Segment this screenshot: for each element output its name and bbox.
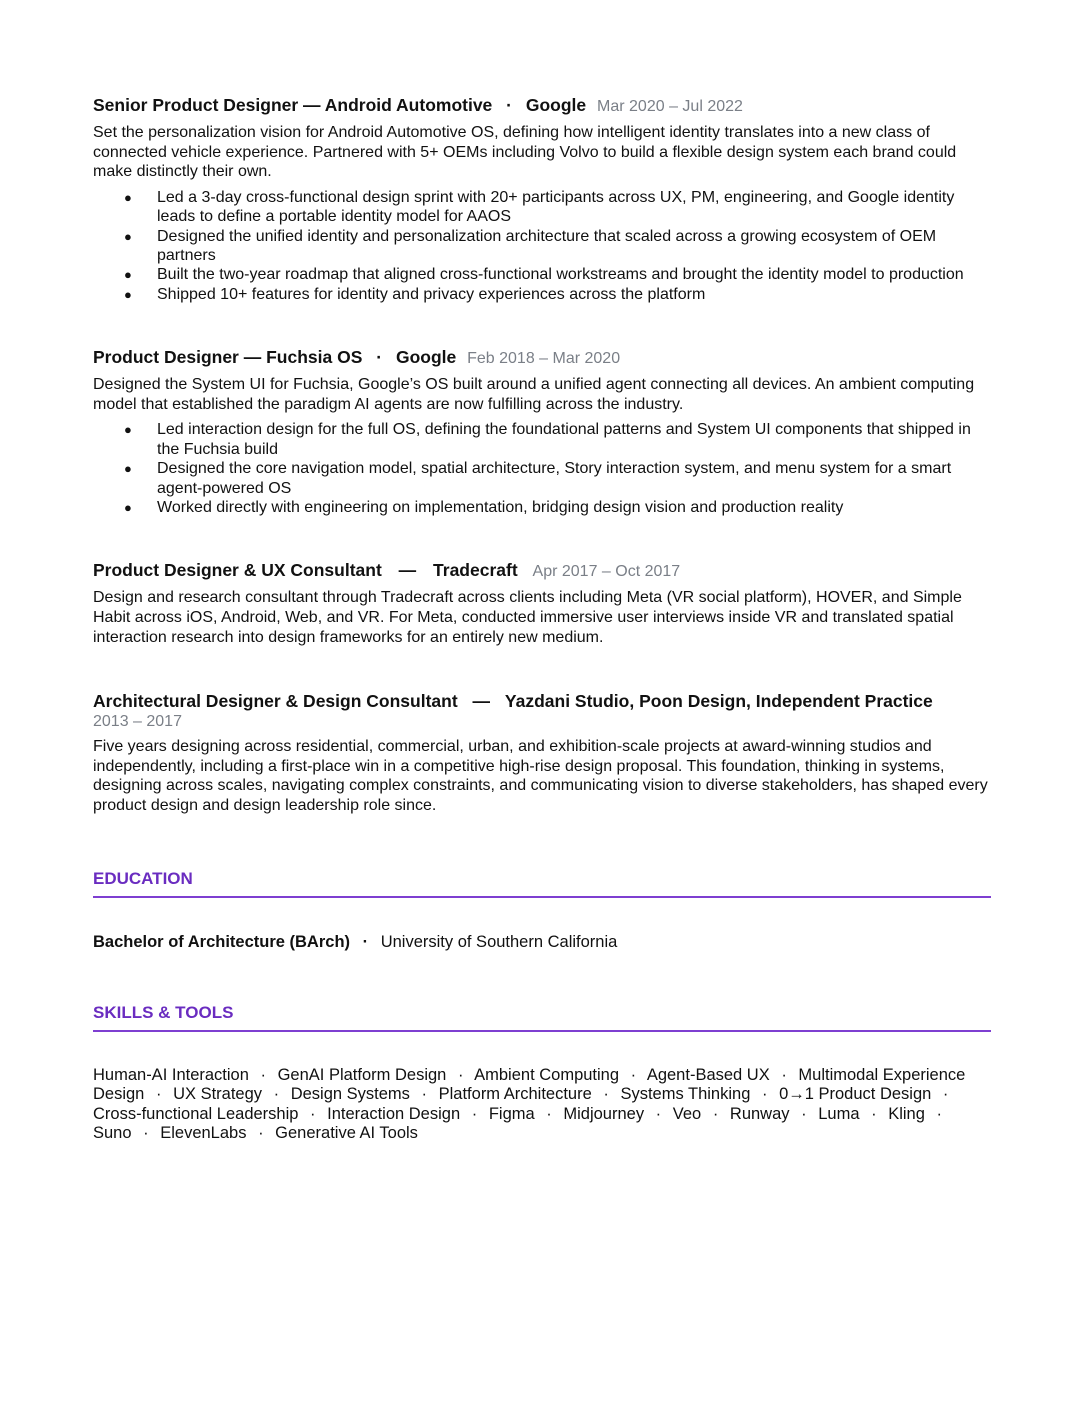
- job-bullet: ● Designed the core navigation model, spatial architecture, Story interaction system, and menu system for a smart agent-powered OS: [124, 460, 952, 497]
- job-company: Tradecraft: [433, 560, 518, 581]
- skill-item: UX Strategy: [173, 1085, 263, 1104]
- skill-item: Generative AI Tools: [275, 1124, 418, 1143]
- skill-item: Figma: [488, 1104, 535, 1123]
- job-entry-architecture: [93, 690, 991, 815]
- bullet-icon: ●: [124, 267, 132, 283]
- job-bullet-list: [93, 420, 991, 517]
- skill-separator: ·: [310, 1104, 316, 1123]
- job-separator: ·: [506, 95, 512, 115]
- skill-item: Systems Thinking: [620, 1085, 751, 1104]
- skill-separator: ·: [143, 1124, 149, 1143]
- job-company: Google: [395, 347, 457, 368]
- education-separator: ·: [362, 932, 369, 951]
- job-bullet: ● Led interaction design for the full OS, defining the foundational patterns and System UI components that shipped in the Fuchsia build: [124, 421, 971, 458]
- skill-item: Kling: [888, 1104, 925, 1123]
- job-separator: —: [398, 560, 417, 581]
- bullet-icon: ●: [124, 189, 132, 205]
- job-company: Google: [525, 95, 587, 115]
- skill-separator: ·: [273, 1085, 280, 1104]
- education-school: University of Southern California: [380, 932, 618, 951]
- skill-separator: ·: [871, 1104, 877, 1123]
- skill-item: Runway: [729, 1104, 790, 1123]
- skill-separator: ·: [761, 1085, 768, 1104]
- education-entry: [93, 932, 991, 952]
- job-description: Design and research consultant through Tradecraft across clients including Meta (VR social platform), HOVER, and Simple Habit across iOS, Android, Web, and VR. For Meta, conducted immersive user interviews inside VR and translated spatial interaction research into design frameworks for an entirely new medium.: [93, 589, 962, 646]
- job-role: Product Designer — Fuchsia OS: [93, 347, 363, 368]
- job-description: Five years designing across residential, commercial, urban, and exhibition-scale projects at award-winning studios and independently, including a first-place win in a competitive high-rise design proposal. This foundation, thinking in systems, designing across scales, navigating complex constraints, and communicating vision to diverse stakeholders, has shaped every product design and design leadership role since.: [93, 738, 988, 814]
- skill-separator: ·: [942, 1085, 949, 1104]
- job-title-line: [93, 559, 991, 583]
- skill-separator: ·: [471, 1104, 478, 1123]
- skill-item: Interaction Design: [327, 1104, 461, 1123]
- skill-separator: ·: [260, 1065, 266, 1084]
- section-heading-skills: SKILLS & TOOLS: [93, 1002, 991, 1032]
- skill-item: Suno: [93, 1124, 132, 1143]
- skill-separator: ·: [801, 1104, 807, 1123]
- skill-separator: ·: [712, 1104, 719, 1123]
- skill-item: Ambient Computing: [474, 1065, 620, 1084]
- skill-item: GenAI Platform Design: [277, 1065, 447, 1084]
- job-dates: Mar 2020 – Jul 2022: [597, 98, 743, 115]
- skill-item: Midjourney: [563, 1104, 645, 1123]
- skill-separator: ·: [603, 1085, 609, 1104]
- job-entry-android-automotive: [93, 94, 991, 304]
- skill-separator: ·: [630, 1065, 637, 1084]
- skills-section: [93, 1002, 991, 1144]
- job-bullet: ● Worked directly with engineering on implementation, bridging design vision and production reality: [124, 499, 844, 517]
- skill-separator: ·: [155, 1085, 162, 1104]
- skill-separator: ·: [457, 1065, 464, 1084]
- bullet-icon: ●: [124, 286, 132, 302]
- section-heading-education: EDUCATION: [93, 868, 991, 898]
- skill-separator: ·: [781, 1065, 787, 1084]
- job-bullet: ● Designed the unified identity and personalization architecture that scaled across a growing ecosystem of OEM partners: [124, 227, 937, 264]
- bullet-icon: ●: [124, 228, 132, 244]
- job-dates: Feb 2018 – Mar 2020: [467, 350, 621, 368]
- bullet-icon: ●: [124, 461, 132, 477]
- job-title-line: [93, 346, 991, 370]
- skills-list: [93, 1066, 983, 1144]
- skill-separator: ·: [421, 1085, 428, 1104]
- job-bullet: ● Shipped 10+ features for identity and privacy experiences across the platform: [124, 285, 706, 303]
- job-title-line: [93, 690, 991, 712]
- job-role: Senior Product Designer — Android Automotive: [93, 95, 493, 115]
- skill-separator: ·: [546, 1104, 552, 1123]
- job-bullet: ● Led a 3-day cross-functional design sprint with 20+ participants across UX, PM, engineering, and Google identity leads to define a portable identity model for AAOS: [124, 188, 955, 226]
- skill-item: Cross-functional Leadership: [93, 1104, 299, 1123]
- job-role: Product Designer & UX Consultant: [93, 560, 382, 581]
- job-bullet-list: [93, 188, 991, 304]
- job-separator: —: [472, 691, 491, 712]
- skill-item: Design Systems: [290, 1085, 410, 1104]
- skill-separator: ·: [655, 1104, 662, 1123]
- education-section: [93, 868, 991, 952]
- job-role: Architectural Designer & Design Consultant: [93, 691, 458, 712]
- skill-item: Human-AI Interaction: [93, 1065, 249, 1084]
- skill-item: Luma: [818, 1104, 860, 1123]
- education-degree: Bachelor of Architecture (BArch): [93, 932, 351, 951]
- job-dates: 2013 – 2017: [93, 713, 182, 731]
- job-entry-tradecraft: [93, 559, 991, 647]
- job-description: Set the personalization vision for Android Automotive OS, defining how intelligent identity translates into a new class of connected vehicle experience. Partnered with 5+ OEMs including Volvo to build a flexible design system each brand could make distinctly their own.: [93, 124, 957, 181]
- bullet-icon: ●: [124, 500, 132, 516]
- skill-item: 0→1 Product Design: [779, 1085, 932, 1104]
- skill-separator: ·: [936, 1104, 942, 1123]
- job-title-line: [93, 94, 991, 118]
- job-separator: ·: [376, 347, 383, 368]
- skill-item: ElevenLabs: [160, 1124, 247, 1143]
- job-company: Yazdani Studio, Poon Design, Independent Practice: [504, 691, 933, 712]
- job-dates: Apr 2017 – Oct 2017: [532, 563, 681, 581]
- skill-separator: ·: [258, 1124, 264, 1143]
- job-entry-fuchsia-os: [93, 346, 991, 517]
- skill-item: Multimodal Experience Design: [93, 1065, 966, 1104]
- bullet-icon: ●: [124, 422, 132, 438]
- job-description: Designed the System UI for Fuchsia, Google’s OS built around a unified agent connecting all devices. An ambient computing model that established the paradigm AI agents are now fulfilling across the industry.: [93, 376, 975, 413]
- job-bullet: ● Built the two-year roadmap that aligned cross-functional workstreams and brought the identity model to production: [124, 266, 964, 284]
- skill-item: Platform Architecture: [438, 1085, 592, 1104]
- skill-item: Agent-Based UX: [646, 1065, 770, 1084]
- skill-item: Veo: [672, 1104, 702, 1123]
